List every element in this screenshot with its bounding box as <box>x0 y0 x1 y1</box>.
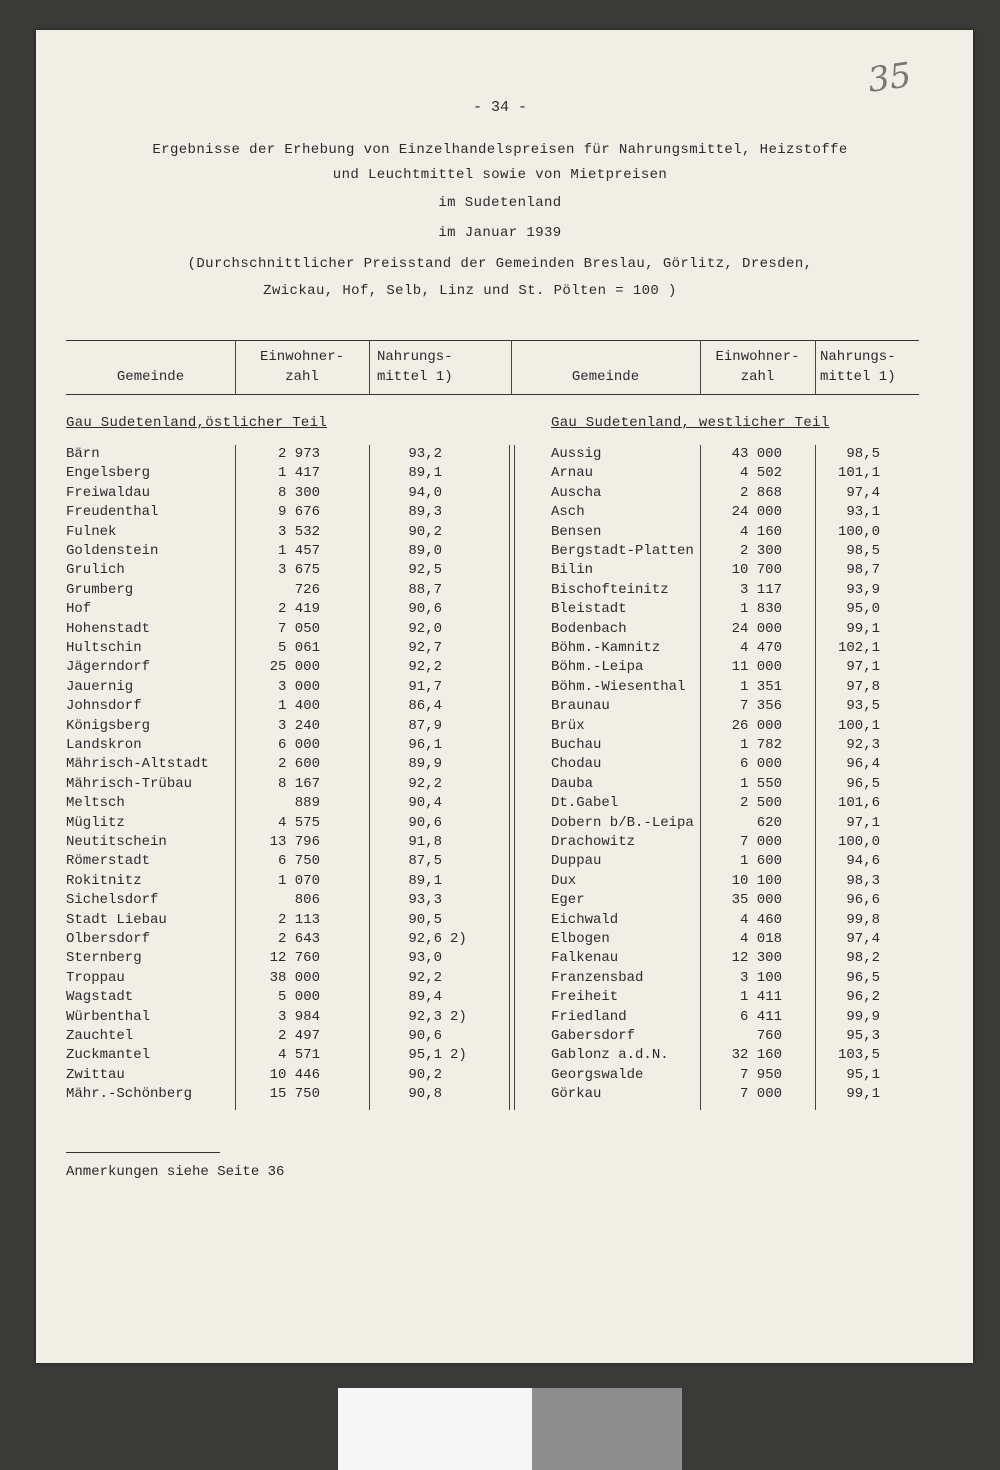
table-row-west <box>0 1066 1000 1085</box>
population-value: 4 502 <box>739 465 782 482</box>
table-row-west <box>0 969 1000 988</box>
population-value: 620 <box>756 814 782 831</box>
municipality-name: Landskron <box>66 737 142 753</box>
population-value: 6 411 <box>739 1008 782 1025</box>
municipality-name: Elbogen <box>551 931 610 947</box>
food-price-index: 99,9 <box>846 1008 880 1025</box>
food-price-index: 98,5 <box>846 543 880 559</box>
table-row-west <box>0 464 1000 483</box>
municipality-name: Bischofteinitz <box>551 581 669 598</box>
table-row-west <box>0 852 1000 871</box>
food-price-index: 90,4 <box>408 795 442 812</box>
municipality-name: Eichwald <box>551 911 619 928</box>
table-row-west <box>0 872 1000 891</box>
municipality-name: Hohenstadt <box>66 620 151 637</box>
population-value: 1 417 <box>277 465 320 482</box>
food-price-index: 93,9 <box>846 581 880 598</box>
table-row-west <box>0 542 1000 561</box>
population-value: 4 575 <box>277 814 320 831</box>
municipality-name: Olbersdorf <box>66 931 151 947</box>
food-price-index: 97,1 <box>846 814 880 831</box>
population-value: 3 000 <box>277 678 320 695</box>
population-value: 26 000 <box>731 717 782 734</box>
municipality-name: Mährisch-Trübau <box>66 775 193 792</box>
table-row-west <box>0 600 1000 619</box>
population-value: 4 160 <box>739 523 782 540</box>
table-row-west <box>0 833 1000 852</box>
municipality-name: Böhm.-Leipa <box>551 659 644 676</box>
table-row-west <box>0 678 1000 697</box>
municipality-name: Meltsch <box>66 795 125 812</box>
food-price-index: 89,4 <box>408 989 442 1006</box>
population-value: 2 643 <box>277 931 320 947</box>
food-price-index: 97,4 <box>846 484 880 501</box>
population-value: 9 676 <box>277 504 320 521</box>
population-value: 6 750 <box>277 853 320 870</box>
footnote-rule <box>66 1152 220 1153</box>
population-value: 2 497 <box>277 1028 320 1044</box>
header-divider <box>369 340 370 395</box>
population-value: 12 300 <box>731 950 782 967</box>
food-price-index: 103,5 <box>837 1047 880 1064</box>
food-price-index: 93,2 <box>408 446 442 462</box>
municipality-name: Stadt Liebau <box>66 911 167 928</box>
population-value: 13 796 <box>269 834 320 850</box>
table-row-west <box>0 1085 1000 1104</box>
municipality-name: Arnau <box>551 465 594 482</box>
table-row-west <box>0 523 1000 542</box>
population-value: 6 000 <box>739 756 782 773</box>
table-row-west <box>0 794 1000 813</box>
table-row-west <box>0 949 1000 968</box>
food-price-index: 92,0 <box>408 620 442 637</box>
population-value: 1 351 <box>739 678 782 695</box>
population-value: 10 446 <box>269 1066 320 1083</box>
population-value: 726 <box>294 581 320 598</box>
table-row-west <box>0 445 1000 464</box>
food-price-index: 101,6 <box>837 795 880 812</box>
food-price-index: 97,4 <box>846 931 880 947</box>
population-value: 2 500 <box>739 795 782 812</box>
food-price-index: 90,6 <box>408 1028 442 1044</box>
municipality-name: Bodenbach <box>551 620 627 637</box>
municipality-name: Drachowitz <box>551 834 636 850</box>
page-number: - 34 - <box>472 99 527 116</box>
population-value: 1 550 <box>739 775 782 792</box>
food-price-index: 87,5 <box>408 853 442 870</box>
municipality-name: Engelsberg <box>66 465 151 482</box>
municipality-name: Sternberg <box>66 950 142 967</box>
food-price-index: 89,1 <box>408 465 442 482</box>
food-price-index: 91,8 <box>408 834 442 850</box>
food-price-index: 102,1 <box>837 640 880 656</box>
municipality-name: Asch <box>551 504 585 521</box>
table-row-west <box>0 484 1000 503</box>
population-value: 3 532 <box>277 523 320 540</box>
header-einwohner-right: Einwohner- zahl <box>715 349 800 385</box>
food-price-index: 90,6 <box>408 601 442 618</box>
municipality-name: Gabersdorf <box>551 1028 636 1044</box>
header-gemeinde-right: Gemeinde <box>571 369 640 385</box>
municipality-name: Römerstadt <box>66 853 151 870</box>
municipality-name: Jauernig <box>66 678 134 695</box>
table-row-west <box>0 639 1000 658</box>
municipality-name: Dobern b/B.-Leipa <box>551 814 694 831</box>
population-value: 32 160 <box>731 1047 782 1064</box>
food-price-index: 93,1 <box>846 504 880 521</box>
food-price-index: 90,2 <box>408 1066 442 1083</box>
population-value: 8 167 <box>277 775 320 792</box>
food-price-index: 96,1 <box>408 737 442 753</box>
municipality-name: Sichelsdorf <box>66 892 159 909</box>
municipality-name: Bleistadt <box>551 601 627 618</box>
food-price-index: 88,7 <box>408 581 442 598</box>
municipality-name: Wagstadt <box>66 989 134 1006</box>
food-price-index: 96,5 <box>846 969 880 986</box>
table-row-west <box>0 775 1000 794</box>
municipality-name: Mähr.-Schönberg <box>66 1086 193 1103</box>
food-price-index: 100,0 <box>837 523 880 540</box>
food-price-index: 90,2 <box>408 523 442 540</box>
table-row-west <box>0 930 1000 949</box>
municipality-name: Böhm.-Kamnitz <box>551 640 661 656</box>
title-line-5: (Durchschnittlicher Preisstand der Gemeinden Breslau, Görlitz, Dresden, <box>187 256 813 272</box>
population-value: 806 <box>294 892 320 909</box>
food-price-index: 92,5 <box>408 562 442 579</box>
population-value: 7 050 <box>277 620 320 637</box>
municipality-name: Gablonz a.d.N. <box>551 1047 669 1064</box>
table-row-west <box>0 988 1000 1007</box>
population-value: 8 300 <box>277 484 320 501</box>
municipality-name: Zauchtel <box>66 1028 134 1044</box>
municipality-name: Bergstadt-Platten <box>551 543 694 559</box>
municipality-name: Bilin <box>551 562 594 579</box>
scan-margin-white <box>338 1388 532 1470</box>
table-row-west <box>0 1008 1000 1027</box>
municipality-name: Mährisch-Altstadt <box>66 756 209 773</box>
food-price-index: 89,9 <box>408 756 442 773</box>
food-price-index: 98,7 <box>846 562 880 579</box>
food-price-index: 93,5 <box>846 698 880 715</box>
municipality-name: Georgswalde <box>551 1066 644 1083</box>
population-value: 24 000 <box>731 620 782 637</box>
population-value: 2 868 <box>739 484 782 501</box>
food-price-index: 89,0 <box>408 543 442 559</box>
municipality-name: Bensen <box>551 523 602 540</box>
title-line-4: im Januar 1939 <box>438 225 562 241</box>
municipality-name: Dt.Gabel <box>551 795 619 812</box>
food-price-index: 95,0 <box>846 601 880 618</box>
food-price-index: 96,2 <box>846 989 880 1006</box>
municipality-name: Freiwaldau <box>66 484 151 501</box>
population-value: 1 400 <box>277 698 320 715</box>
municipality-name: Franzensbad <box>551 969 644 986</box>
municipality-name: Eger <box>551 892 585 909</box>
population-value: 1 600 <box>739 853 782 870</box>
population-value: 38 000 <box>269 969 320 986</box>
food-price-index: 95,3 <box>846 1028 880 1044</box>
population-value: 2 300 <box>739 543 782 559</box>
food-price-index: 86,4 <box>408 698 442 715</box>
food-price-index: 91,7 <box>408 678 442 695</box>
population-value: 7 356 <box>739 698 782 715</box>
population-value: 4 470 <box>739 640 782 656</box>
municipality-name: Chodau <box>551 756 602 773</box>
footnote-mark: 2) <box>450 931 467 947</box>
population-value: 35 000 <box>731 892 782 909</box>
food-price-index: 90,5 <box>408 911 442 928</box>
municipality-name: Buchau <box>551 737 602 753</box>
table-top-rule <box>66 340 919 341</box>
municipality-name: Auscha <box>551 484 602 501</box>
table-row-west <box>0 658 1000 677</box>
population-value: 6 000 <box>277 737 320 753</box>
table-row-west <box>0 1046 1000 1065</box>
food-price-index: 92,7 <box>408 640 442 656</box>
header-nahrung-right: Nahrungs- mittel 1) <box>820 349 896 385</box>
food-price-index: 94,0 <box>408 484 442 501</box>
header-nahrung-left: Nahrungs- mittel 1) <box>377 349 453 385</box>
food-price-index: 92,2 <box>408 969 442 986</box>
municipality-name: Würbenthal <box>66 1008 151 1025</box>
population-value: 7 950 <box>739 1066 782 1083</box>
footnote-mark: 2) <box>450 1047 467 1064</box>
food-price-index: 90,8 <box>408 1086 442 1103</box>
municipality-name: Grumberg <box>66 581 134 598</box>
population-value: 1 411 <box>739 989 782 1006</box>
municipality-name: Zuckmantel <box>66 1047 151 1064</box>
title-line-1: Ergebnisse der Erhebung von Einzelhandelspreisen für Nahrungsmittel, Heizstoffe <box>152 142 848 158</box>
population-value: 4 571 <box>277 1047 320 1064</box>
population-value: 11 000 <box>731 659 782 676</box>
population-value: 1 782 <box>739 737 782 753</box>
municipality-name: Böhm.-Wiesenthal <box>551 678 686 695</box>
food-price-index: 89,3 <box>408 504 442 521</box>
food-price-index: 95,1 <box>408 1047 442 1064</box>
table-row-west <box>0 503 1000 522</box>
header-gemeinde-left: Gemeinde <box>116 369 185 385</box>
food-price-index: 90,6 <box>408 814 442 831</box>
food-price-index: 99,8 <box>846 911 880 928</box>
header-einwohner-left: Einwohner- zahl <box>259 349 344 385</box>
food-price-index: 95,1 <box>846 1066 880 1083</box>
municipality-name: Freudenthal <box>66 504 159 521</box>
handwritten-page-number: 35 <box>865 55 914 101</box>
municipality-name: Dauba <box>551 775 594 792</box>
title-line-6: Zwickau, Hof, Selb, Linz und St. Pölten = 100 ) <box>263 283 677 299</box>
municipality-name: Troppau <box>66 969 125 986</box>
population-value: 2 600 <box>277 756 320 773</box>
title-line-3: im Sudetenland <box>438 195 562 211</box>
table-row-west <box>0 581 1000 600</box>
food-price-index: 98,5 <box>846 446 880 462</box>
table-row-west <box>0 717 1000 736</box>
population-value: 7 000 <box>739 834 782 850</box>
population-value: 15 750 <box>269 1086 320 1103</box>
population-value: 5 000 <box>277 989 320 1006</box>
population-value: 4 460 <box>739 911 782 928</box>
food-price-index: 101,1 <box>837 465 880 482</box>
food-price-index: 92,6 <box>408 931 442 947</box>
municipality-name: Königsberg <box>66 717 151 734</box>
population-value: 10 700 <box>731 562 782 579</box>
municipality-name: Brüx <box>551 717 585 734</box>
population-value: 10 100 <box>731 872 782 889</box>
food-price-index: 92,3 <box>846 737 880 753</box>
municipality-name: Rokitnitz <box>66 872 142 889</box>
population-value: 25 000 <box>269 659 320 676</box>
food-price-index: 98,2 <box>846 950 880 967</box>
section-heading-west: Gau Sudetenland, westlicher Teil <box>551 415 830 431</box>
scan-margin-gray <box>532 1388 682 1470</box>
population-value: 1 830 <box>739 601 782 618</box>
table-row-west <box>0 891 1000 910</box>
municipality-name: Müglitz <box>66 814 125 831</box>
table-row-west <box>0 736 1000 755</box>
food-price-index: 97,1 <box>846 659 880 676</box>
population-value: 1 070 <box>277 872 320 889</box>
food-price-index: 87,9 <box>408 717 442 734</box>
food-price-index: 100,0 <box>837 834 880 850</box>
municipality-name: Jägerndorf <box>66 659 151 676</box>
table-row-west <box>0 1027 1000 1046</box>
food-price-index: 99,1 <box>846 1086 880 1103</box>
table-header-rule <box>66 394 919 395</box>
food-price-index: 97,8 <box>846 678 880 695</box>
section-heading-east: Gau Sudetenland,östlicher Teil <box>66 415 328 431</box>
population-value: 5 061 <box>277 640 320 656</box>
food-price-index: 94,6 <box>846 853 880 870</box>
food-price-index: 99,1 <box>846 620 880 637</box>
food-price-index: 96,6 <box>846 892 880 909</box>
table-row-west <box>0 911 1000 930</box>
population-value: 1 457 <box>277 543 320 559</box>
municipality-name: Dux <box>551 872 577 889</box>
population-value: 2 419 <box>277 601 320 618</box>
food-price-index: 98,3 <box>846 872 880 889</box>
food-price-index: 96,4 <box>846 756 880 773</box>
population-value: 3 240 <box>277 717 320 734</box>
population-value: 3 117 <box>739 581 782 598</box>
food-price-index: 92,3 <box>408 1008 442 1025</box>
population-value: 3 675 <box>277 562 320 579</box>
population-value: 3 984 <box>277 1008 320 1025</box>
municipality-name: Fulnek <box>66 523 117 540</box>
municipality-name: Görkau <box>551 1086 602 1103</box>
title-line-2: und Leuchtmittel sowie von Mietpreisen <box>332 167 668 183</box>
food-price-index: 93,3 <box>408 892 442 909</box>
municipality-name: Zwittau <box>66 1066 125 1083</box>
population-value: 760 <box>756 1028 782 1044</box>
population-value: 12 760 <box>269 950 320 967</box>
municipality-name: Aussig <box>551 446 602 462</box>
municipality-name: Hultschin <box>66 640 142 656</box>
population-value: 889 <box>294 795 320 812</box>
food-price-index: 92,2 <box>408 659 442 676</box>
population-value: 2 973 <box>277 446 320 462</box>
footnote-mark: 2) <box>450 1008 467 1025</box>
municipality-name: Hof <box>66 601 92 618</box>
table-row-west <box>0 755 1000 774</box>
food-price-index: 100,1 <box>837 717 880 734</box>
municipality-name: Bärn <box>66 446 100 462</box>
food-price-index: 96,5 <box>846 775 880 792</box>
municipality-name: Grulich <box>66 562 125 579</box>
municipality-name: Duppau <box>551 853 602 870</box>
food-price-index: 93,0 <box>408 950 442 967</box>
population-value: 7 000 <box>739 1086 782 1103</box>
population-value: 3 100 <box>739 969 782 986</box>
municipality-name: Friedland <box>551 1008 627 1025</box>
municipality-name: Freiheit <box>551 989 619 1006</box>
population-value: 43 000 <box>731 446 782 462</box>
municipality-name: Falkenau <box>551 950 619 967</box>
footnote: Anmerkungen siehe Seite 36 <box>66 1164 285 1180</box>
municipality-name: Johnsdorf <box>66 698 142 715</box>
table-row-west <box>0 620 1000 639</box>
table-row-west <box>0 814 1000 833</box>
population-value: 4 018 <box>739 931 782 947</box>
population-value: 2 113 <box>277 911 320 928</box>
table-row-west <box>0 697 1000 716</box>
municipality-name: Goldenstein <box>66 543 159 559</box>
table-row-west <box>0 561 1000 580</box>
food-price-index: 89,1 <box>408 872 442 889</box>
municipality-name: Braunau <box>551 698 610 715</box>
population-value: 24 000 <box>731 504 782 521</box>
food-price-index: 92,2 <box>408 775 442 792</box>
municipality-name: Neutitschein <box>66 834 167 850</box>
